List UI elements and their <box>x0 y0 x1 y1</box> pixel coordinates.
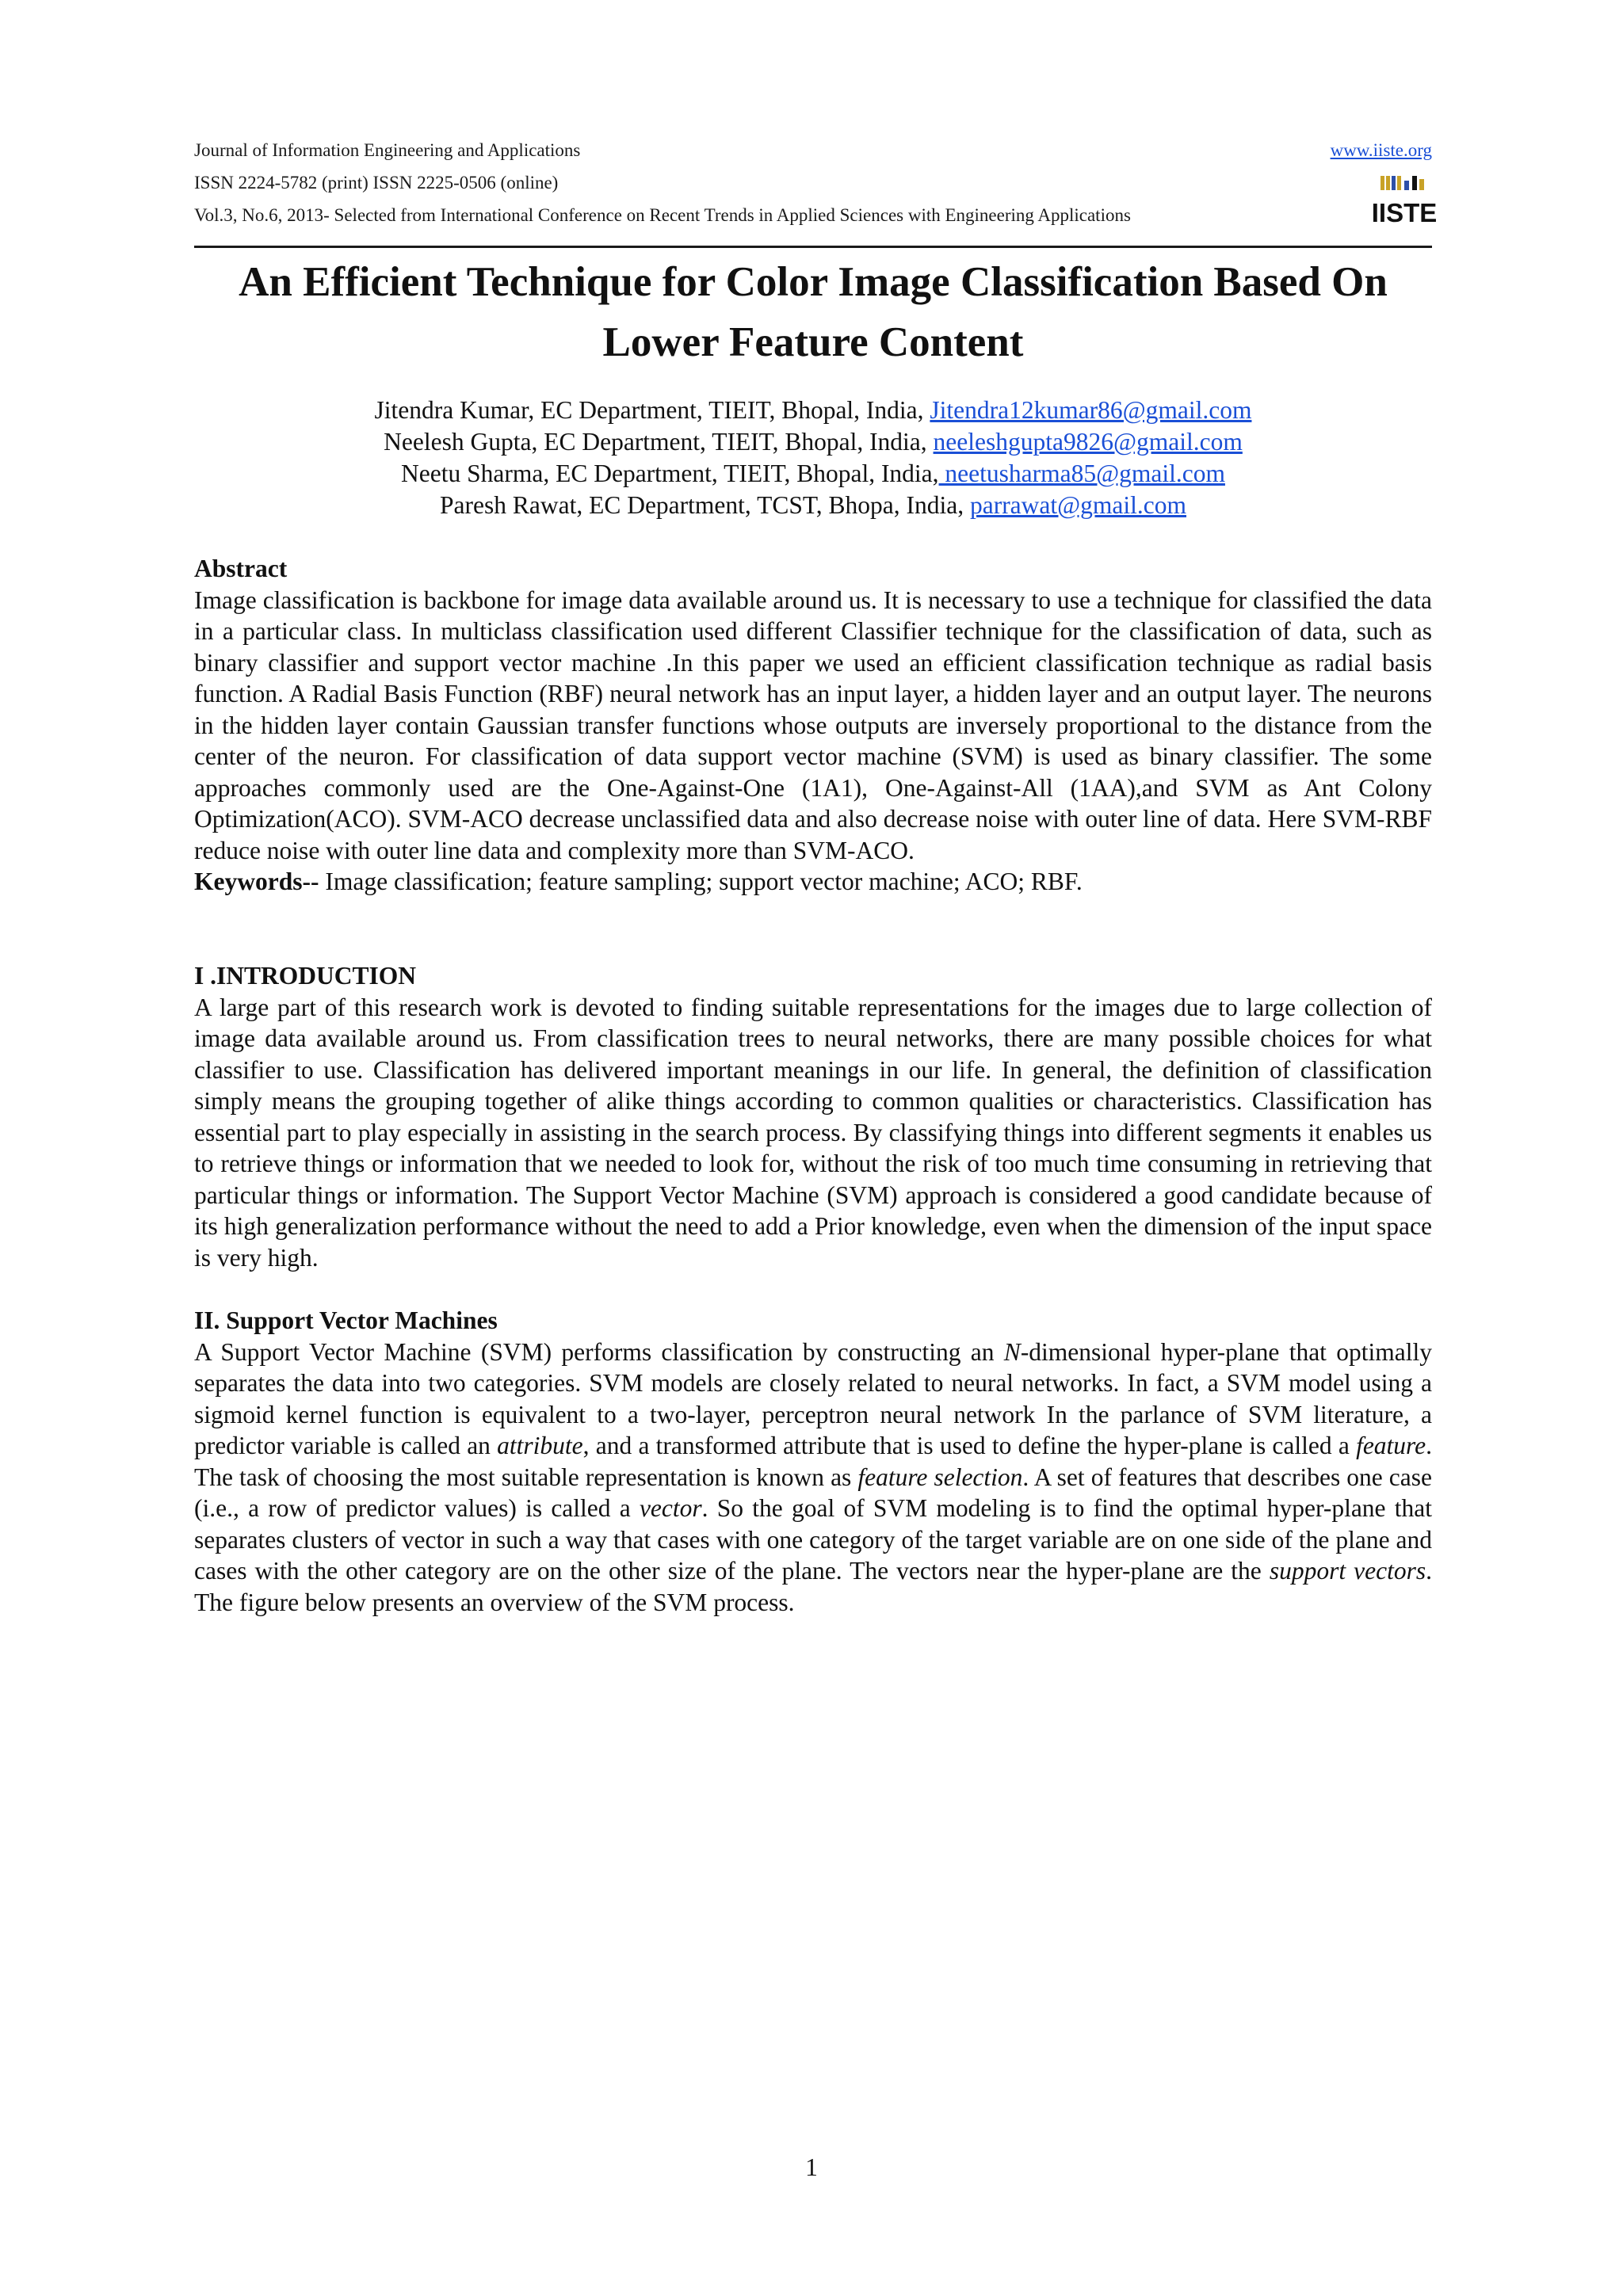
journal-url-link[interactable]: www.iiste.org <box>1330 140 1432 160</box>
author-affiliation: Neetu Sharma, EC Department, TIEIT, Bhopal, India, <box>401 460 939 487</box>
introduction-section <box>194 960 1432 1273</box>
iiste-logo <box>1371 174 1438 227</box>
abstract-section <box>194 553 1432 898</box>
svm-section <box>194 1305 1432 1618</box>
author-email-link[interactable]: neetusharma85@gmail.com <box>938 460 1225 487</box>
svm-body <box>194 1337 1432 1619</box>
author-entry <box>194 426 1432 458</box>
svm-term-feature-selection: feature selection <box>857 1463 1023 1491</box>
author-email-link[interactable]: neeleshgupta9826@gmail.com <box>933 428 1243 456</box>
svg-text:IISTE: IISTE <box>1371 198 1438 227</box>
author-entry <box>194 395 1432 426</box>
svm-term-n: N <box>1003 1337 1021 1366</box>
paper-title <box>194 252 1432 372</box>
title-line-2: Lower Feature Content <box>602 319 1024 365</box>
volume-line: Vol.3, No.6, 2013- Selected from International Conference on Recent Trends in Applied Sciences with Engineering Applications <box>194 205 1131 225</box>
svm-term-attribute: attribute <box>497 1432 583 1459</box>
author-affiliation: Jitendra Kumar, EC Department, TIEIT, Bhopal, India, <box>374 396 930 424</box>
title-line-1: An Efficient Technique for Color Image Classification Based On <box>239 259 1388 305</box>
author-affiliation: Paresh Rawat, EC Department, TCST, Bhopa, India, <box>440 491 970 519</box>
author-entry <box>194 490 1432 521</box>
header-rule <box>194 246 1432 248</box>
author-email-link[interactable]: parrawat@gmail.com <box>969 491 1186 519</box>
issn-line: ISSN 2224-5782 (print) ISSN 2225-0506 (online) <box>194 173 559 193</box>
journal-name: Journal of Information Engineering and Applications <box>194 140 581 160</box>
svm-text-7: . The figure below presents an overview of the SVM process. <box>194 1557 1433 1616</box>
svm-text-1: A Support Vector Machine (SVM) performs classification by constructing an <box>194 1337 1004 1366</box>
svm-text-5: . A set of features that describes one case (i.e., a row of predictor values) is called a <box>194 1463 1432 1522</box>
introduction-body: A large part of this research work is devoted to finding suitable representations for the images due to large collection of image data available around us. From classification trees to neural networks, there are many possible choices for what classifier to use. Classification has delivered important meanings in our life. In general, the definition of classification simply means the grouping together of alike things according to common qualities or characteristics. Classification has essential part to play especially in assisting in the search process. By classifying things into different segments it enables us to retrieve things or information that we needed to look for, without the risk of too much time consuming in retrieving that particular things or information. The Support Vector Machine (SVM) approach is considered a good candidate because of its high generalization performance without the need to add a Prior knowledge, even when the dimension of the input space is very high. <box>194 993 1432 1272</box>
author-list <box>194 395 1432 521</box>
author-affiliation: Neelesh Gupta, EC Department, TIEIT, Bhopal, India, <box>384 428 934 456</box>
keywords-line <box>194 866 1432 898</box>
svm-text-4: . The task of choosing the most suitable representation is known as <box>194 1432 1432 1491</box>
abstract-body: Image classification is backbone for image data available around us. It is necessary to use a technique for classified the data in a particular class. In multiclass classification used different Classifier technique for the classification of data, such as binary classifier and support vector machine .In this paper we used an efficient classification technique as radial basis function. A Radial Basis Function (RBF) neural network has an input layer, a hidden layer and an output layer. The neurons in the hidden layer contain Gaussian transfer functions whose outputs are inversely proportional to the distance from the center of the neuron. For classification of data support vector machine (SVM) is used as binary classifier. The some approaches commonly used are the One-Against-One (1A1), One-Against-All (1AA),and SVM as Ant Colony Optimization(ACO). SVM-ACO decrease unclassified data and also decrease noise with outer line of data. Here SVM-RBF reduce noise with outer line data and complexity more than SVM-ACO. <box>194 585 1432 864</box>
svm-term-feature: feature <box>1356 1432 1426 1459</box>
svm-text-2: -dimensional hyper-plane that optimally separates the data into two categories. SVM models are closely related to neural networks. In fact, a SVM model using a sigmoid kernel function is equivalent to a two-layer, perceptron neural network In the parlance of SVM literature, a predictor variable is called an <box>194 1337 1432 1459</box>
svm-term-support-vectors: support vectors <box>1269 1557 1426 1585</box>
svm-term-vector: vector <box>639 1494 702 1522</box>
introduction-heading: I .INTRODUCTION <box>194 962 417 990</box>
svm-heading: II. Support Vector Machines <box>194 1306 498 1334</box>
author-entry <box>194 458 1432 490</box>
page-number: 1 <box>805 2153 818 2181</box>
svm-text-6: . So the goal of SVM modeling is to find the optimal hyper-plane that separates clusters of vector in such a way that cases with one category of the target variable are on one side of the plane and cases with the other category are on the other size of the plane. The vectors near the hyper-plane are the <box>194 1494 1432 1585</box>
keywords-text: Image classification; feature sampling; support vector machine; ACO; RBF. <box>319 868 1083 895</box>
svm-text-3: , and a transformed attribute that is used to define the hyper-plane is called a <box>582 1432 1357 1459</box>
abstract-heading: Abstract <box>194 555 288 582</box>
keywords-label: Keywords-- <box>194 868 319 895</box>
author-email-link[interactable]: Jitendra12kumar86@gmail.com <box>930 396 1252 424</box>
